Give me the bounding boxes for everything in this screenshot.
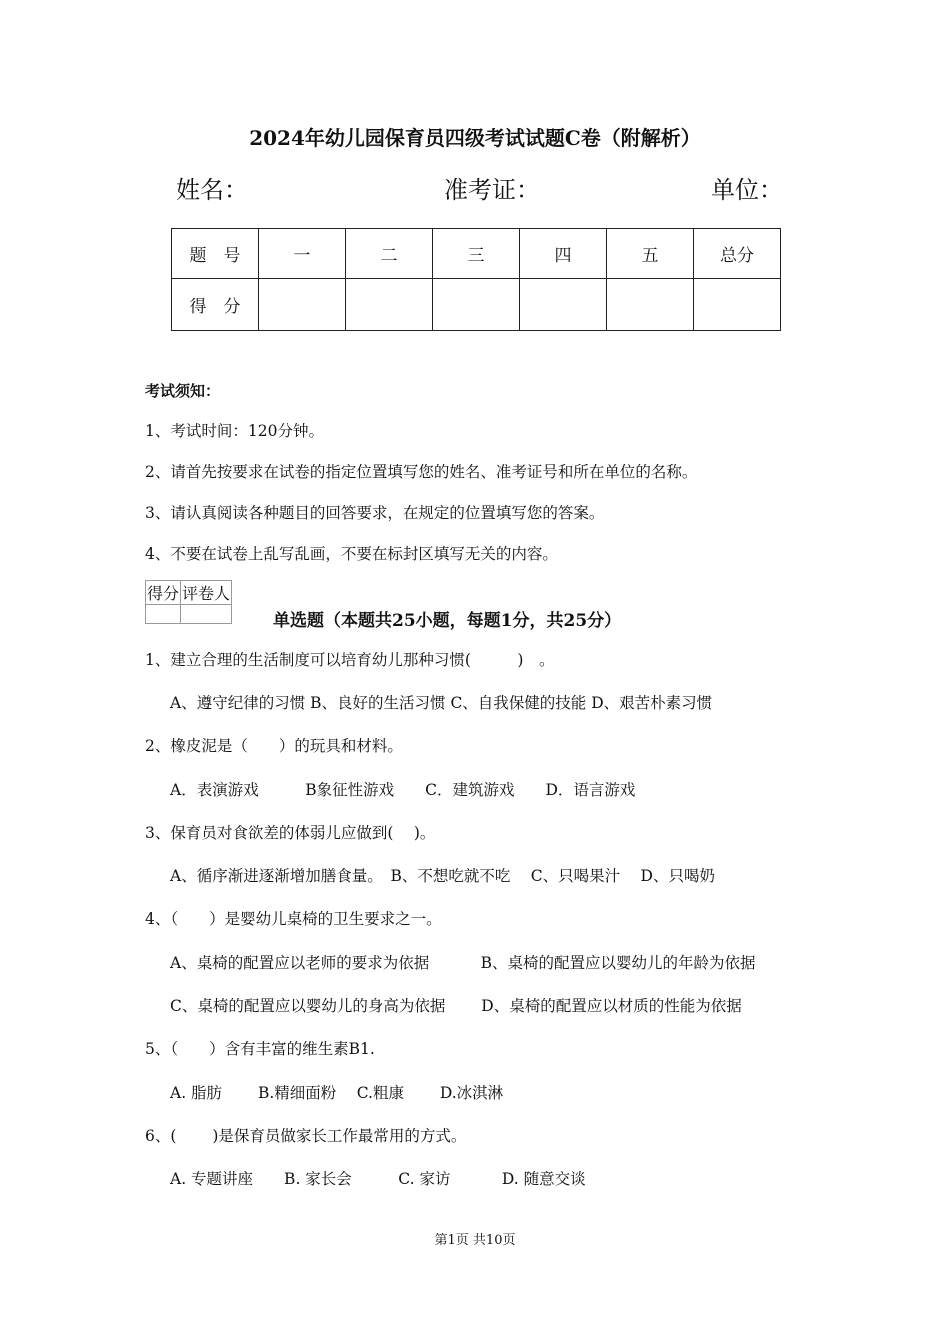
score-cell-part-2[interactable]: [346, 279, 433, 331]
exam-id-field-label: 准考证：: [444, 176, 540, 204]
notice-item: 3、请认真阅读各种题目的回答要求，在规定的位置填写您的答案。: [145, 504, 605, 522]
grader-score-label: 得分: [146, 581, 181, 605]
header-cell-question-number: 题 号: [172, 229, 259, 279]
question-stem: 1、建立合理的生活制度可以培育幼儿那种习惯( ) 。: [145, 651, 555, 669]
grader-name-cell[interactable]: [181, 605, 232, 624]
score-cell-part-5[interactable]: [607, 279, 694, 331]
question-stem: 2、橡皮泥是（ ）的玩具和材料。: [145, 737, 403, 755]
question-options: A. 专题讲座 B. 家长会 C. 家访 D. 随意交谈: [170, 1170, 586, 1188]
question-options: A、遵守纪律的习惯 B、良好的生活习惯 C、自我保健的技能 D、艰苦朴素习惯: [170, 694, 713, 712]
score-cell-part-3[interactable]: [433, 279, 520, 331]
question-options: A. 脂肪 B.精细面粉 C.粗康 D.冰淇淋: [170, 1084, 504, 1102]
score-table: [171, 228, 781, 331]
question-stem: 4、（ ）是婴幼儿桌椅的卫生要求之一。: [145, 910, 442, 928]
question-options: A、循序渐进逐渐增加膳食量。 B、不想吃就不吃 C、只喝果汁 D、只喝奶: [170, 867, 715, 885]
score-cell-part-1[interactable]: [259, 279, 346, 331]
unit-field-label: 单位：: [711, 176, 783, 204]
score-cell-part-4[interactable]: [520, 279, 607, 331]
header-cell-part-4: 四: [520, 229, 607, 279]
grader-box: [145, 580, 232, 624]
header-cell-part-5: 五: [607, 229, 694, 279]
header-cell-part-1: 一: [259, 229, 346, 279]
notice-item: 1、考试时间：120分钟。: [145, 422, 324, 440]
notice-heading: 考试须知：: [145, 382, 221, 400]
question-stem: 3、保育员对食欲差的体弱儿应做到( )。: [145, 824, 436, 842]
question-stem: 6、( )是保育员做家长工作最常用的方式。: [145, 1127, 467, 1145]
name-field-label: 姓名：: [176, 176, 248, 204]
grader-box-input-row: [146, 605, 232, 624]
notice-item: 2、请首先按要求在试卷的指定位置填写您的姓名、准考证号和所在单位的名称。: [145, 463, 698, 481]
header-cell-part-2: 二: [346, 229, 433, 279]
header-cell-part-3: 三: [433, 229, 520, 279]
question-options: C、桌椅的配置应以婴幼儿的身高为依据 D、桌椅的配置应以材质的性能为依据: [170, 997, 742, 1015]
score-row-label: 得 分: [172, 279, 259, 331]
header-cell-total: 总分: [694, 229, 781, 279]
question-options: A、桌椅的配置应以老师的要求为依据 B、桌椅的配置应以婴幼儿的年龄为依据: [170, 954, 756, 972]
section-heading: 单选题（本题共25小题，每题1分，共25分）: [273, 611, 622, 631]
grader-name-label: 评卷人: [181, 581, 232, 605]
notice-item: 4、不要在试卷上乱写乱画，不要在标封区填写无关的内容。: [145, 545, 558, 563]
grader-box-header-row: [146, 581, 232, 605]
score-cell-total[interactable]: [694, 279, 781, 331]
page-footer: 第1页 共10页: [434, 1233, 516, 1248]
page-title: 2024年幼儿园保育员四级考试试题C卷（附解析）: [249, 126, 701, 150]
score-table-header-row: [172, 229, 781, 279]
question-stem: 5、（ ）含有丰富的维生素B1.: [145, 1040, 375, 1058]
question-options: A．表演游戏 B象征性游戏 C．建筑游戏 D．语言游戏: [170, 781, 636, 799]
grader-score-cell[interactable]: [146, 605, 181, 624]
score-table-score-row: [172, 279, 781, 331]
